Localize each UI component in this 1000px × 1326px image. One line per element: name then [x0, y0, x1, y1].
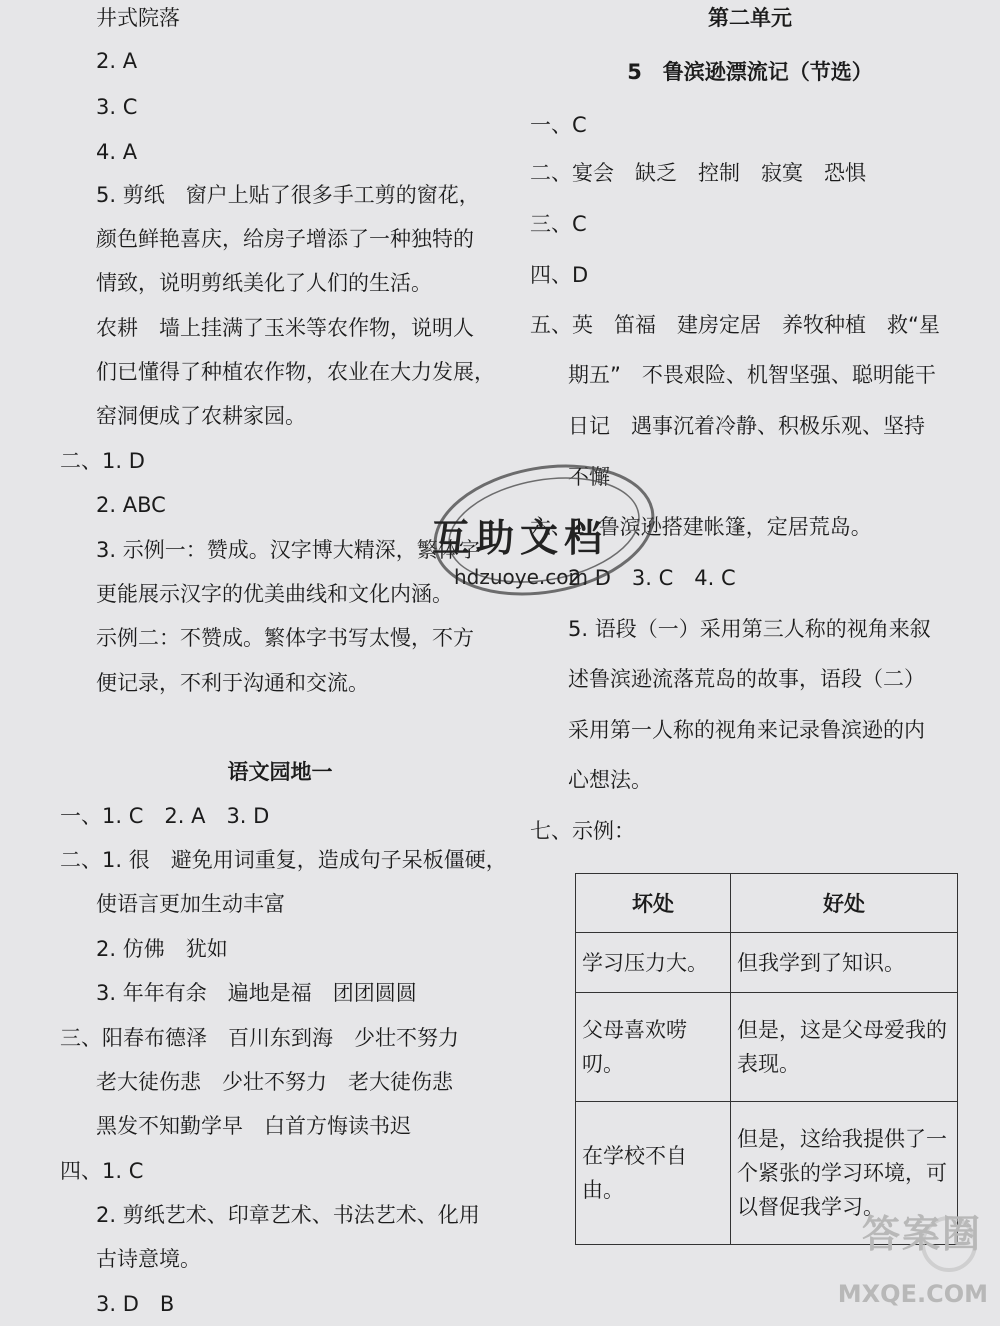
answer-line: 不懈 [568, 465, 610, 489]
answer-line: 一、1. C 2. A 3. D [60, 804, 270, 828]
table-header-cell: 好处 [731, 874, 958, 933]
table-cell: 在学校不自由。 [576, 1102, 731, 1245]
answer-line: 3. 年年有余 遍地是福 团团圆圆 [96, 981, 417, 1005]
table-header-row [576, 874, 958, 933]
answer-line: 四、1. C [60, 1159, 144, 1183]
table-row [576, 993, 958, 1102]
answer-line: 古诗意境。 [96, 1247, 201, 1271]
unit-title: 第二单元 [708, 6, 792, 30]
table-cell: 父母喜欢唠叨。 [576, 993, 731, 1102]
answer-line: 七、示例： [530, 819, 635, 843]
answer-line: 三、C [530, 212, 587, 236]
answer-line: 2. 仿佛 犹如 [96, 937, 228, 961]
answer-line: 黑发不知勤学早 白首方悔读书迟 [96, 1114, 411, 1138]
answer-line: 3. C [96, 95, 138, 119]
answer-line: 示例二：不赞成。繁体字书写太慢，不方 [96, 626, 474, 650]
answer-line: 5. 剪纸 窗户上贴了很多手工剪的窗花， [96, 183, 480, 207]
answer-line: 3. D B [96, 1292, 175, 1316]
table-row [576, 933, 958, 993]
answer-line: 二、宴会 缺乏 控制 寂寞 恐惧 [530, 161, 866, 185]
answer-line: 井式院落 [96, 6, 180, 30]
table-cell: 但是，这是父母爱我的表现。 [731, 993, 958, 1102]
watermark-text: 互助文档 [432, 516, 609, 560]
answer-line: 二、1. D [60, 449, 145, 473]
table-header-cell: 坏处 [576, 874, 731, 933]
answer-line: 2. D 3. C 4. C [568, 566, 736, 590]
table-cell: 但我学到了知识。 [731, 933, 958, 993]
answer-line: 便记录，不利于沟通和交流。 [96, 671, 369, 695]
answer-line: 五、英 笛福 建房定居 养牧种植 救“星 [530, 313, 940, 337]
answer-line: 2. A [96, 49, 138, 73]
answer-line: 更能展示汉字的优美曲线和文化内涵。 [96, 582, 453, 606]
answer-line: 一、C [530, 113, 587, 137]
answer-line: 窑洞便成了农耕家园。 [96, 404, 306, 428]
answer-line: 述鲁滨逊流落荒岛的故事，语段（二） [568, 667, 925, 691]
watermark-url: hdzuoye.com [454, 565, 588, 589]
answer-line: 5. 语段（一）采用第三人称的视角来叙 [568, 617, 931, 641]
answer-line: 2. 剪纸艺术、印章艺术、书法艺术、化用 [96, 1203, 480, 1227]
answer-line: 颜色鲜艳喜庆，给房子增添了一种独特的 [96, 227, 474, 251]
corner-logo-url: MXQE.COM [837, 1280, 988, 1308]
answer-line: 老大徒伤悲 少壮不努力 老大徒伤悲 [96, 1070, 453, 1094]
answer-line: 期五” 不畏艰险、机智坚强、聪明能干 [568, 363, 936, 387]
answer-line: 心想法。 [568, 768, 652, 792]
corner-logo-text: 答案圈 [861, 1212, 982, 1256]
answer-line: 六、1. 鲁滨逊搭建帐篷，定居荒岛。 [530, 515, 872, 539]
answer-line: 采用第一人称的视角来记录鲁滨逊的内 [568, 718, 925, 742]
answer-line: 日记 遇事沉着冷静、积极乐观、坚持 [568, 414, 925, 438]
lesson-title: 5 鲁滨逊漂流记（节选） [627, 60, 873, 84]
table-cell: 学习压力大。 [576, 933, 731, 993]
answer-line: 使语言更加生动丰富 [96, 892, 285, 916]
answer-line: 情致，说明剪纸美化了人们的生活。 [96, 271, 432, 295]
answer-line: 二、1. 很 避免用词重复，造成句子呆板僵硬， [60, 848, 507, 872]
answer-line: 农耕 墙上挂满了玉米等农作物，说明人 [96, 316, 474, 340]
table-cell: 但是，这给我提供了一个紧张的学习环境，可以督促我学习。 [731, 1102, 958, 1245]
answer-line: 4. A [96, 140, 138, 164]
section-title: 语文园地一 [227, 760, 333, 784]
answer-line: 们已懂得了种植农作物，农业在大力发展， [96, 360, 495, 384]
example-table [575, 873, 958, 1245]
answer-line: 2. ABC [96, 493, 166, 517]
answer-line: 四、D [530, 263, 589, 287]
answer-line: 3. 示例一：赞成。汉字博大精深，繁体字 [96, 538, 480, 562]
answer-line: 三、阳春布德泽 百川东到海 少壮不努力 [60, 1026, 459, 1050]
